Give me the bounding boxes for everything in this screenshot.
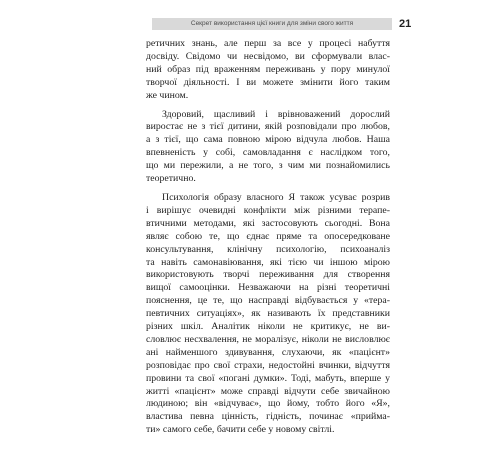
- text-line: же чином.: [146, 89, 189, 101]
- text-line: словлює несхвалення, не моралізує, ніколи не висловлює: [146, 333, 390, 345]
- page-number: 21: [399, 18, 412, 30]
- text-line: Психологія образу власного Я також усуває розрив: [162, 191, 390, 203]
- text-line: втичними методами, які застосовують сьогодні. Вона: [146, 217, 390, 229]
- text-line: провини та свої «погані думки». Тоді, мабуть, вперше у: [146, 372, 390, 384]
- text-line: і вирішує очевидні конфлікти між різними терапе-: [146, 204, 390, 216]
- text-line: консультування, клінічну психологію, психоаналіз: [146, 243, 390, 255]
- text-line: використовують творчі переживання для створення: [146, 269, 390, 281]
- text-line: пояснення, це те, що насправді відбувається у «тера-: [146, 295, 390, 307]
- text-line: певтичних ситуаціях», як називають їх представники: [146, 308, 390, 320]
- text-line: виростає не з тієї дитини, якій розповідали про любов,: [146, 121, 390, 133]
- paragraph-1: [146, 38, 390, 103]
- text-line: досвіду. Свідомо чи несвідомо, ви сформували влас-: [146, 50, 390, 62]
- text-line: ний образ під враженням переживань у пору минулої: [146, 63, 390, 75]
- text-line: впевненість у собі, самовладання є наслідком того,: [146, 147, 390, 159]
- text-line: житті «пацієнт» може справді відчути себе звичайною: [146, 385, 390, 397]
- text-line: ти» самого себе, бачити себе у новому світлі.: [146, 424, 335, 436]
- paragraph-2: [146, 109, 390, 186]
- text-line: властива певна цінність, гідність, починає «прийма-: [146, 411, 390, 423]
- text-line: творчої діяльності. І ви можете змінити його таким: [146, 76, 390, 88]
- text-line: ані найменшого здивування, слухаючи, як «пацієнт»: [146, 346, 390, 358]
- text-line: що ми пережили, а не того, з чим ми познайомились: [146, 160, 390, 172]
- text-line: та навіть самонавіювання, які тією чи іншою мірою: [146, 256, 390, 268]
- text-line: розповідає про свої страхи, недостойні вчинки, відчуття: [146, 359, 390, 371]
- text-line: людиною; він «відчуває», що йому, тобто його «Я»,: [146, 398, 390, 410]
- running-header: Секрет використання цієї книги для зміни свого життя: [152, 18, 392, 30]
- text-line: вищої самооцінки. Незважаючи на різні теоретичні: [146, 282, 390, 294]
- paragraph-3: [146, 192, 390, 437]
- body-text: [146, 38, 390, 437]
- text-line: ретичних знань, але перш за все у процесі набуття: [146, 38, 390, 49]
- text-line: теоретично.: [146, 173, 196, 185]
- text-line: а з тієї, що сама повною мірою відчула любов. Наша: [146, 134, 390, 146]
- text-line: Здоровий, щасливий і врівноважений дорослий: [162, 108, 390, 120]
- text-line: являє собою те, що єднає пряме та опосередковане: [146, 230, 390, 242]
- text-line: різних шкіл. Аналітик ніколи не критикує, не ви-: [146, 321, 390, 333]
